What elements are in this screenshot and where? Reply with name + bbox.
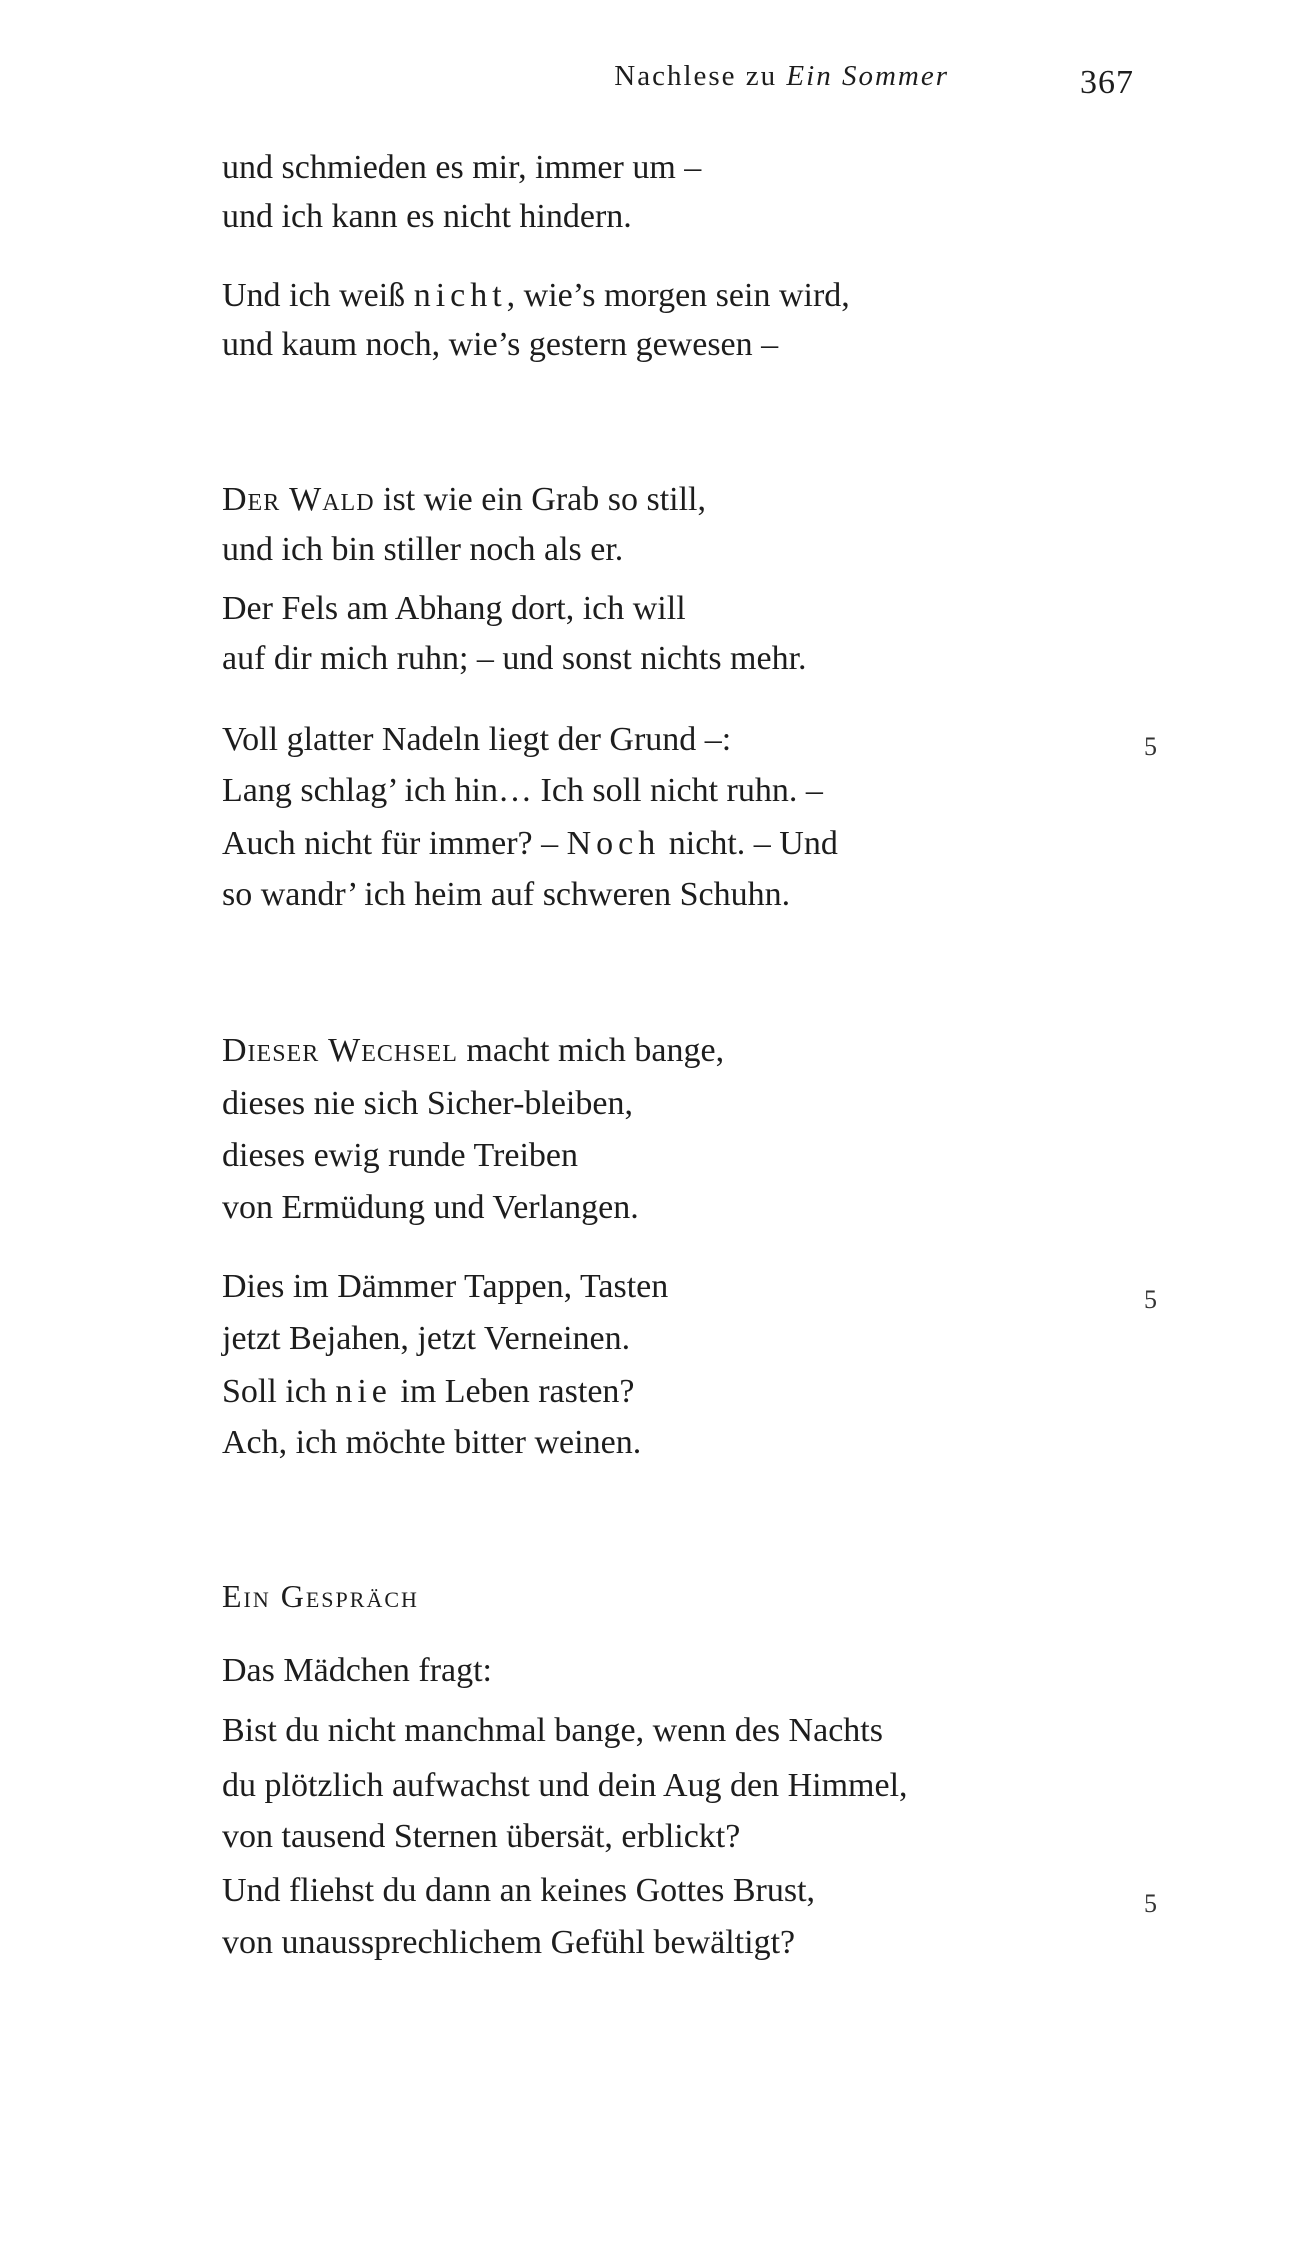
poem-first-line: [222, 480, 706, 520]
verse-line: [222, 1372, 635, 1412]
verse-line: von Ermüdung und Verlangen.: [222, 1189, 639, 1226]
verse-line: Dies im Dämmer Tappen, Tasten: [222, 1268, 669, 1305]
line-number: 5: [1144, 1889, 1157, 1918]
verse-line: und ich bin stiller noch als er.: [222, 531, 624, 568]
verse-line: von unaussprechlichem Gefühl bewältigt?: [222, 1924, 796, 1961]
emphasis-spaced: nicht: [413, 277, 507, 314]
verse-line: auf dir mich ruhn; – und sonst nichts mehr.: [222, 640, 807, 677]
running-title: [614, 60, 949, 93]
poem-first-line: [222, 1031, 724, 1071]
verse-line: so wandr’ ich heim auf schweren Schuhn.: [222, 876, 791, 913]
verse-line: jetzt Bejahen, jetzt Verneinen.: [222, 1320, 631, 1357]
verse-text: , wie’s morgen sein wird,: [506, 277, 850, 314]
verse-line: und ich kann es nicht hindern.: [222, 198, 632, 235]
verse-line: und kaum noch, wie’s gestern gewesen –: [222, 326, 779, 363]
poem-title-caps: Der Wald: [222, 481, 375, 518]
running-title-prefix: Nachlese zu: [614, 60, 778, 92]
line-number: 5: [1144, 1285, 1157, 1314]
verse-text: Soll ich: [222, 1373, 336, 1410]
verse-line: dieses nie sich Sicher-bleiben,: [222, 1085, 633, 1122]
verse-text: nicht. – Und: [660, 825, 838, 862]
verse-line: Das Mädchen fragt:: [222, 1652, 493, 1689]
verse-line: dieses ewig runde Treiben: [222, 1137, 579, 1174]
poem-title-caps: Dieser Wechsel: [222, 1032, 458, 1069]
page-number: 367: [1080, 64, 1134, 101]
verse-text: ist wie ein Grab so still,: [374, 481, 706, 518]
poem-title: Ein Gespräch: [222, 1578, 419, 1614]
verse-text: im Leben rasten?: [391, 1373, 635, 1410]
verse-text: Auch nicht für immer? –: [222, 825, 567, 862]
verse-line: Lang schlag’ ich hin… Ich soll nicht ruhn. –: [222, 772, 823, 809]
verse-text: Und ich weiß: [222, 277, 414, 314]
running-title-work: Ein Sommer: [786, 60, 949, 92]
verse-line: Voll glatter Nadeln liegt der Grund –:: [222, 721, 732, 758]
verse-line: Und fliehst du dann an keines Gottes Brust,: [222, 1872, 816, 1909]
verse-line: Bist du nicht manchmal bange, wenn des Nachts: [222, 1712, 883, 1749]
verse-line: [222, 276, 850, 316]
verse-line: Ach, ich möchte bitter weinen.: [222, 1424, 642, 1461]
verse-line: und schmieden es mir, immer um –: [222, 149, 702, 186]
emphasis-spaced: Noch: [566, 825, 661, 862]
verse-text: macht mich bange,: [457, 1032, 725, 1069]
verse-line: du plötzlich aufwachst und dein Aug den Himmel,: [222, 1767, 908, 1804]
emphasis-spaced: nie: [335, 1373, 392, 1410]
verse-line: Der Fels am Abhang dort, ich will: [222, 590, 686, 627]
verse-line: [222, 824, 838, 864]
running-head: [0, 60, 1294, 100]
line-number: 5: [1144, 732, 1157, 761]
verse-line: von tausend Sternen übersät, erblickt?: [222, 1818, 741, 1855]
